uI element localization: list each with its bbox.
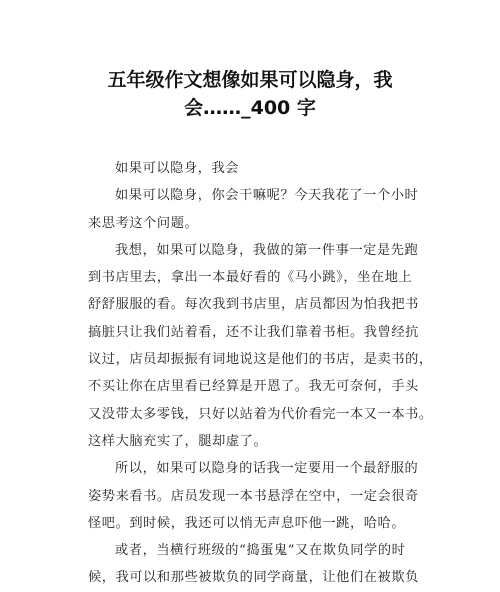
text-line: 怪吧。到时候，我还可以悄无声息吓他一跳，哈哈。 bbox=[88, 515, 406, 531]
title-line-1: 五年级作文想像如果可以隐身，我 bbox=[107, 69, 393, 91]
text-line: 候，我可以和那些被欺负的同学商量，让他们在被欺负 bbox=[88, 570, 419, 586]
text-line: 议过，店员却振振有词地说这是他们的书店，是卖书的， bbox=[88, 352, 433, 368]
text-line: 或者，当横行班级的“捣蛋鬼”又在欺负同学的时 bbox=[115, 543, 406, 559]
text-line: 来思考这个问题。 bbox=[88, 215, 199, 231]
text-line: 到书店里去，拿出一本最好看的《马小跳》，坐在地上 bbox=[88, 270, 413, 286]
text-line: 姿势来看书。店员发现一本书悬浮在空中，一定会很奇 bbox=[88, 488, 419, 504]
text-line: 如果可以隐身，我会 bbox=[115, 161, 240, 176]
article-title bbox=[40, 66, 460, 122]
text-line: 我想，如果可以隐身，我做的第一件事一定是先跑 bbox=[115, 242, 419, 258]
text-line: 搞脏只让我们站着看，还不让我们靠着书柜。我曾经抗 bbox=[88, 324, 419, 340]
text-line: 所以，如果可以隐身的话我一定要用一个最舒服的 bbox=[115, 461, 419, 477]
text-line: 如果可以隐身，你会干嘛呢？今天我花了一个小时 bbox=[115, 188, 419, 204]
text-line: 不买让你在店里看已经算是开恩了。我无可奈何，手头 bbox=[88, 379, 419, 395]
text-line: 又没带太多零钱，只好以站着为代价看完一本又一本书。 bbox=[88, 406, 433, 422]
text-line: 这样大脑充实了，腿却虚了。 bbox=[88, 433, 268, 449]
title-line-2: 会……_400 字 bbox=[184, 97, 316, 119]
text-line: 舒舒服服的看。每次我到书店里，店员都因为怕我把书 bbox=[88, 297, 419, 313]
article-body bbox=[88, 155, 433, 592]
